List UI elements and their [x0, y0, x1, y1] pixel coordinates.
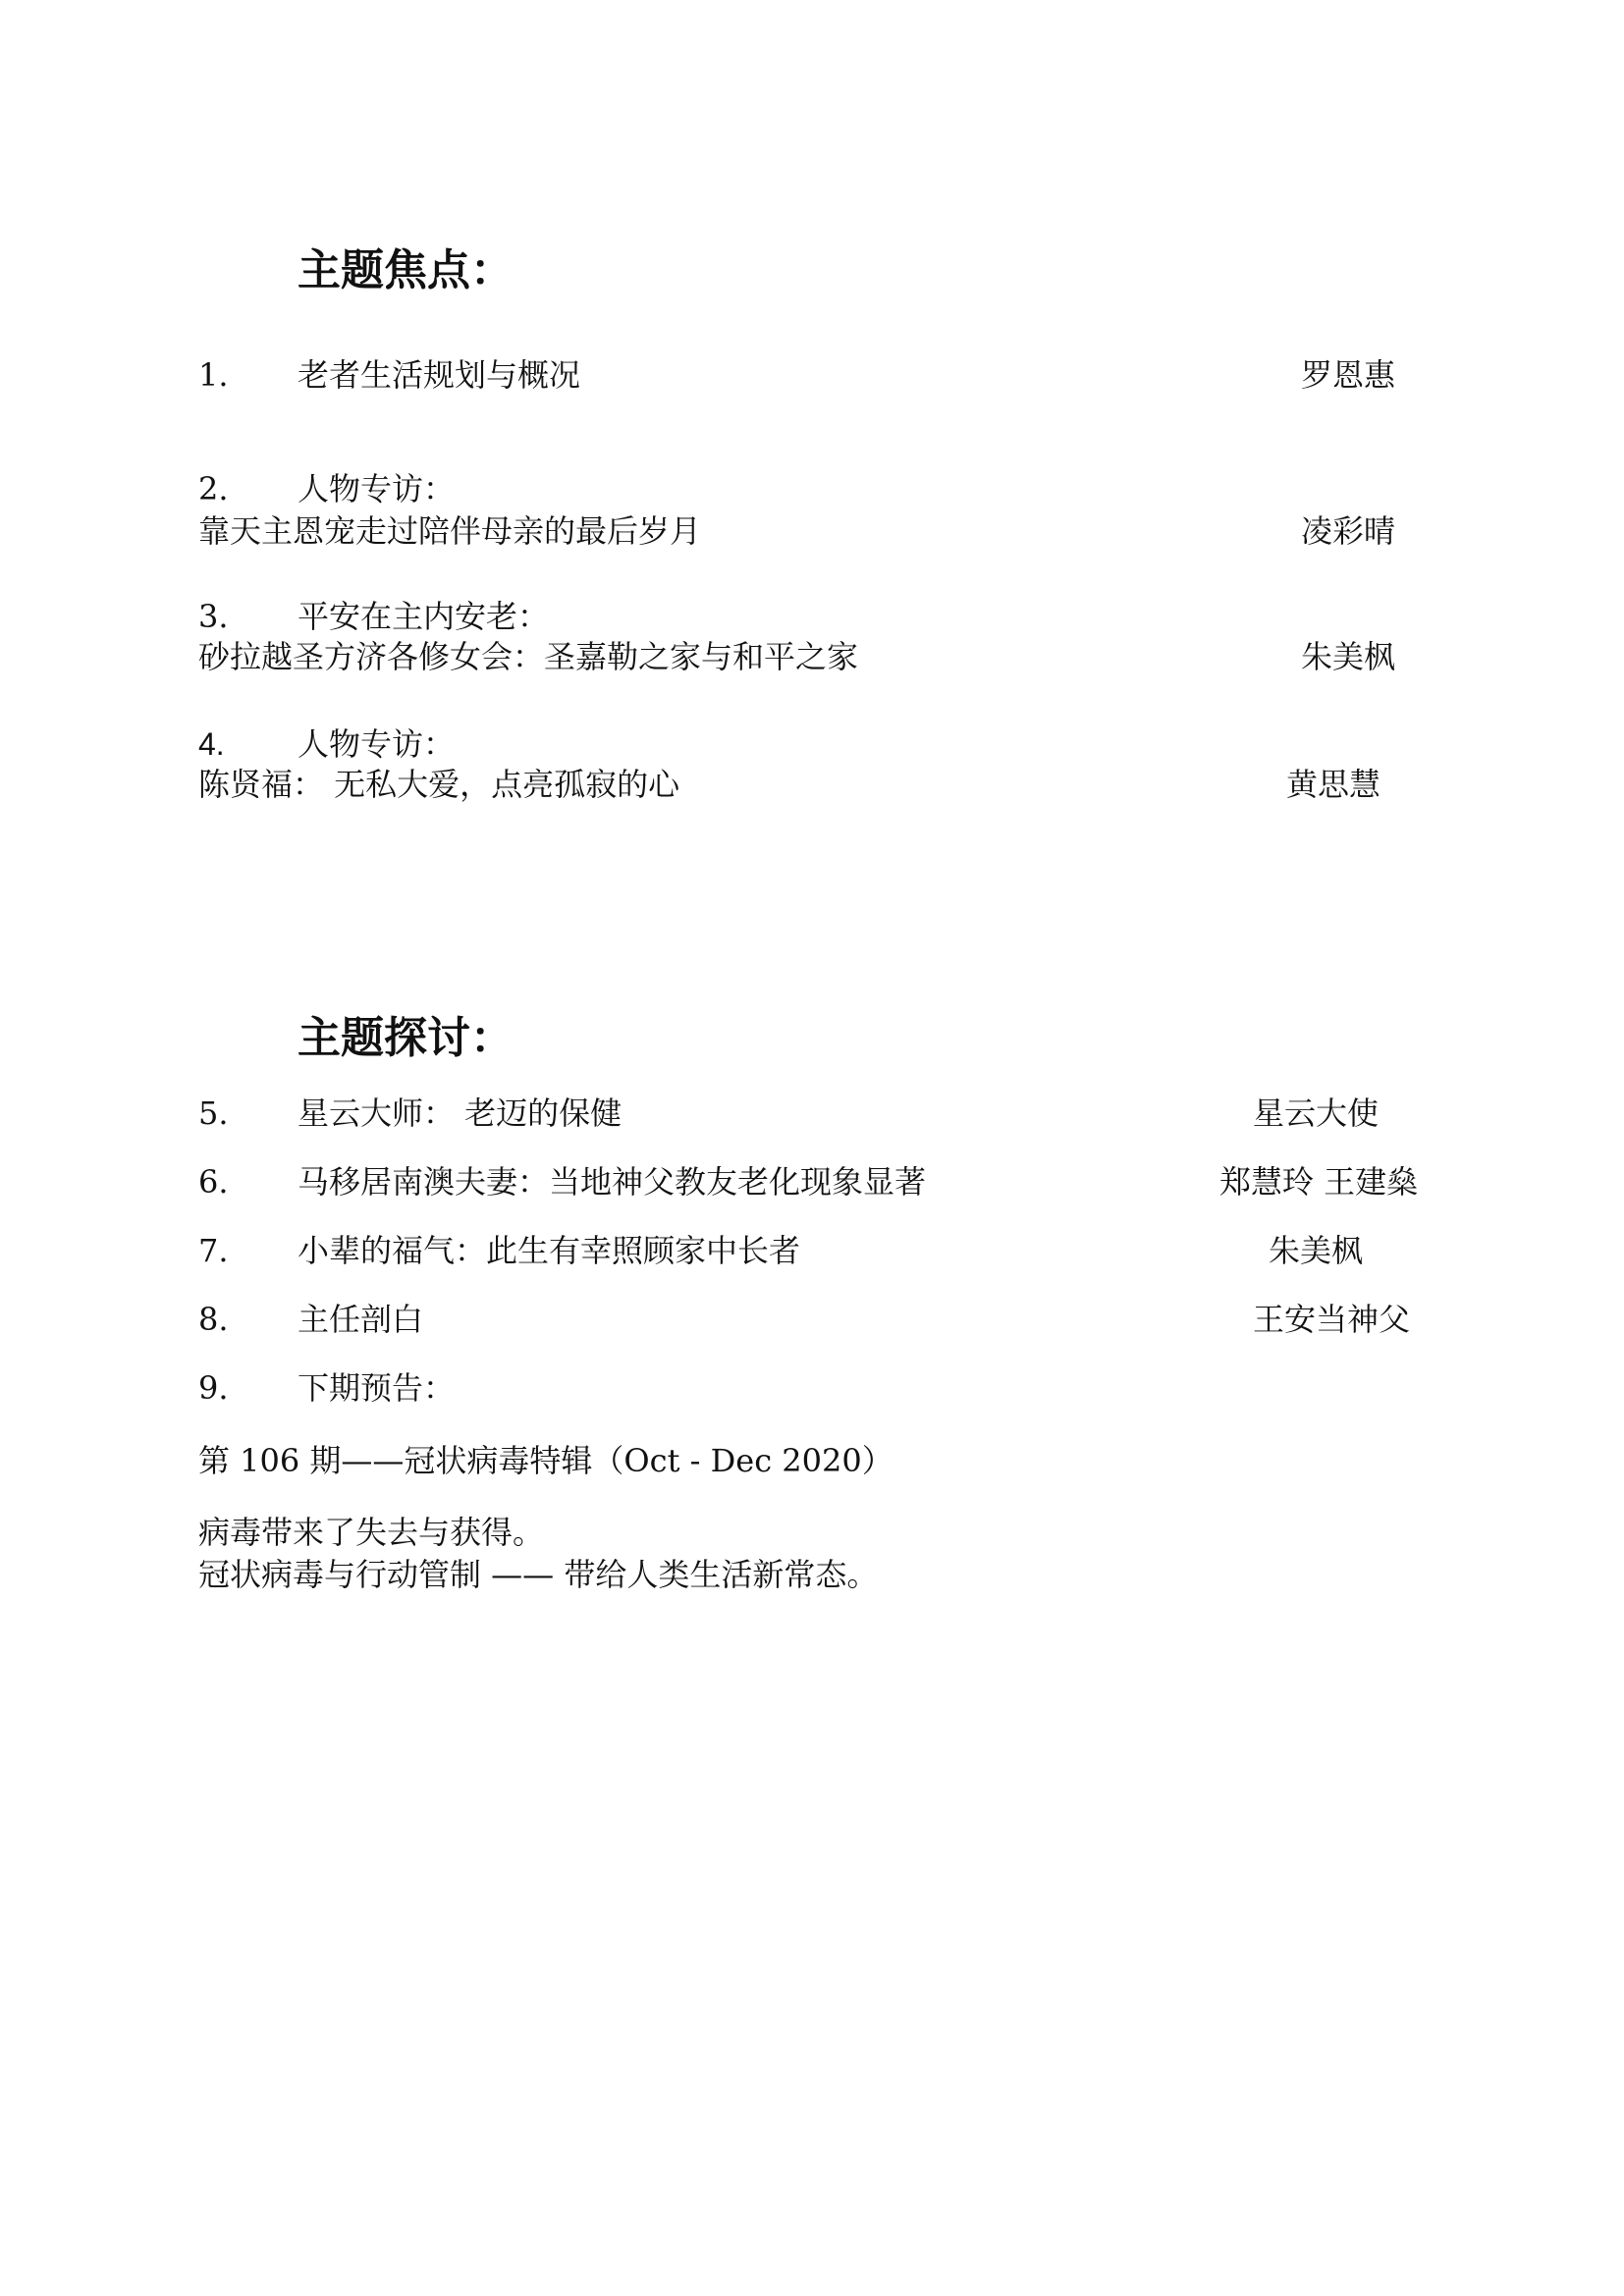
item-title: 老者生活规划与概况 [298, 356, 581, 394]
next-issue-line: 病毒带来了失去与获得。 [198, 1514, 545, 1551]
item-title: 主任剖白 [298, 1301, 424, 1338]
item-title: 小辈的福气：此生有幸照顾家中长者 [298, 1232, 801, 1269]
item-author: 朱美枫 [1301, 638, 1396, 675]
item-author: 罗恩惠 [1301, 356, 1396, 394]
item-title: 马移居南澳夫妻：当地神父教友老化现象显著 [298, 1163, 927, 1201]
item-number: 7. [198, 1232, 229, 1269]
item-author: 王安当神父 [1253, 1301, 1411, 1338]
item-title: 下期预告： [298, 1369, 456, 1407]
item-title: 平安在主内安老： [298, 598, 550, 635]
item-number: 1. [198, 356, 229, 394]
section-heading-discussion: 主题探讨： [298, 1013, 514, 1063]
item-subtitle: 砂拉越圣方济各修女会：圣嘉勒之家与和平之家 [198, 638, 859, 675]
item-author: 凌彩晴 [1301, 512, 1396, 550]
item-author: 朱美枫 [1269, 1232, 1364, 1269]
item-subtitle: 靠天主恩宠走过陪伴母亲的最后岁月 [198, 512, 702, 550]
item-title: 人物专访： [298, 725, 456, 763]
section-heading-focus: 主题焦点： [298, 245, 514, 295]
item-author: 郑慧玲 王建燊 [1219, 1163, 1419, 1201]
item-title: 星云大师： 老迈的保健 [298, 1095, 623, 1132]
item-number: 5. [198, 1095, 229, 1132]
item-number: 3. [198, 598, 229, 635]
item-author: 星云大使 [1253, 1095, 1380, 1132]
item-subtitle: 陈贤福： 无私大爱，点亮孤寂的心 [198, 766, 680, 803]
item-number: 9. [198, 1369, 229, 1407]
item-number: 8. [198, 1301, 229, 1338]
next-issue-title: 第 106 期——冠状病毒特辑（Oct - Dec 2020） [198, 1442, 893, 1479]
item-author: 黄思慧 [1286, 766, 1381, 803]
item-title: 人物专访： [298, 470, 456, 507]
item-number: 2. [198, 470, 229, 507]
item-number: 4. [198, 726, 225, 762]
item-number: 6. [198, 1163, 229, 1201]
next-issue-line: 冠状病毒与行动管制 —— 带给人类生活新常态。 [198, 1556, 879, 1593]
